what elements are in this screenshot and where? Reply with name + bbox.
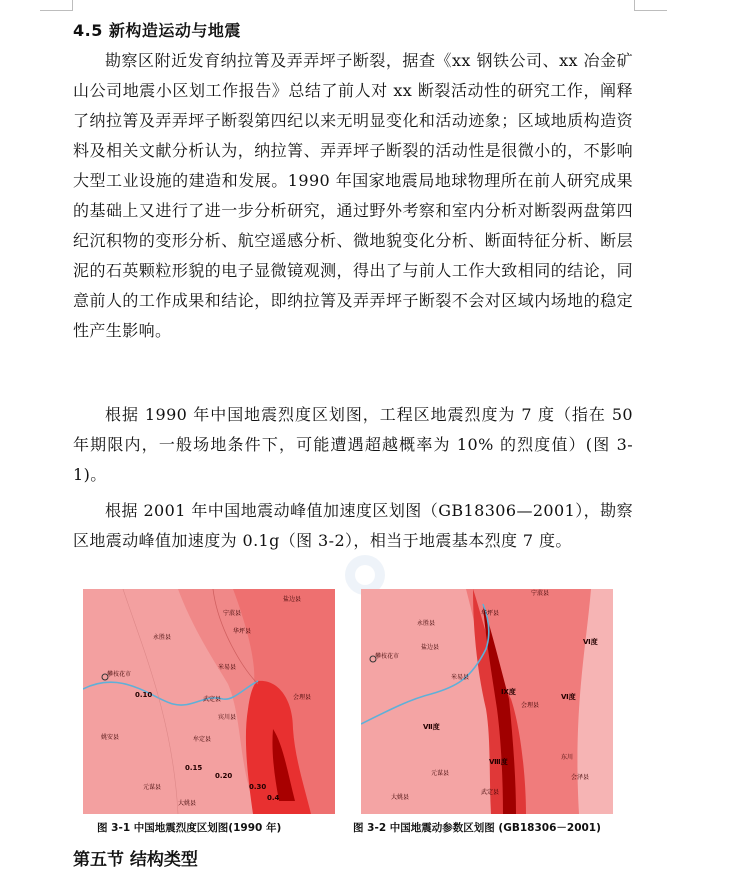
zone-value: Ⅷ度 — [489, 758, 508, 766]
place-label: 东川 — [561, 754, 574, 761]
place-label: 攀枝花市 — [107, 671, 132, 678]
crop-mark-right-v — [634, 0, 635, 10]
place-label: 会理县 — [521, 702, 540, 709]
place-label: 盐边县 — [421, 644, 440, 651]
crop-mark-left-v — [72, 0, 73, 10]
place-label: 攀枝花市 — [375, 653, 400, 660]
paragraph-fault-activity: 勘察区附近发育纳拉箐及弄弄坪子断裂，据查《xx 钢铁公司、xx 冶金矿山公司地震小区划工作报告》总结了前人对 xx 断裂活动性的研究工作，阐释了纳拉箐及弄弄坪子断裂第四纪以来无明显变化和活动迹象；区域地质构造资料及相关文献分析认为，纳拉箐、弄弄坪子断裂的活动性是很微小的，不影响大型工业设施的建造和发展。1990 年国家地震局地球物理所在前人研究成果的基础上又进行了进一步分析研究，通过野外考察和室内分析对断裂两盘第四纪沉积物的变形分析、航空遥感分析、微地貌变化分析、断面特征分析、断层泥的石英颗粒形貌的电子显微镜观测，得出了与前人工作大致相同的结论，同意前人的工作成果和结论，即纳拉箐及弄弄坪子断裂不会对区域内场地的稳定性产生影响。 — [73, 51, 633, 340]
figure-1-caption: 图 3-1 中国地震烈度区划图(1990 年) — [97, 822, 282, 834]
place-label: 元谋县 — [143, 784, 162, 791]
place-label: 永胜县 — [153, 634, 172, 641]
place-label: 盐边县 — [283, 596, 302, 603]
intensity-map-svg — [83, 589, 335, 814]
zone-value: Ⅸ度 — [501, 688, 516, 696]
zone-value: Ⅶ度 — [423, 723, 440, 731]
figure-intensity-map — [83, 589, 335, 814]
place-label: 宁蒗县 — [531, 590, 550, 597]
place-label: 永胜县 — [417, 620, 436, 627]
place-label: 会泽县 — [571, 774, 590, 781]
crop-mark-right-h — [634, 10, 667, 11]
place-label: 米易县 — [451, 674, 470, 681]
place-label: 华坪县 — [233, 628, 252, 635]
figure-parameter-map — [361, 589, 613, 814]
paragraph-acceleration: 根据 2001 年中国地震动峰值加速度区划图（GB18306—2001），勘察区地震动峰值加速度为 0.1g（图 3-2），相当于地震基本烈度 7 度。 — [73, 501, 633, 550]
section-title: 第五节 结构类型 — [73, 850, 198, 870]
place-label: 会理县 — [293, 694, 312, 701]
place-label: 宾川县 — [218, 714, 237, 721]
place-label: 武定县 — [203, 696, 222, 703]
place-label: 米易县 — [218, 664, 237, 671]
place-label: 姚安县 — [101, 734, 120, 741]
paragraph-intensity: 根据 1990 年中国地震烈度区划图，工程区地震烈度为 7 度（指在 50 年期限内，一般场地条件下，可能遭遇超越概率为 10% 的烈度值）(图 3-1)。 — [73, 405, 633, 484]
zone-value-0-10: 0.10 — [135, 691, 153, 699]
place-label: 华坪县 — [481, 610, 500, 617]
section-heading: 4.5 新构造运动与地震 — [73, 21, 241, 40]
place-label: 牟定县 — [193, 736, 212, 743]
zone-value: Ⅵ度 — [583, 638, 598, 646]
parameter-map-svg — [361, 589, 613, 814]
place-label: 武定县 — [481, 789, 500, 796]
zone-value-0-15: 0.15 — [185, 764, 203, 772]
zone-value-0-20: 0.20 — [215, 772, 233, 780]
place-label: 元谋县 — [431, 770, 450, 777]
zone-value: Ⅵ度 — [561, 693, 576, 701]
figure-2-caption: 图 3-2 中国地震动参数区划图 (GB18306－2001) — [353, 822, 601, 834]
crop-mark-left-h — [40, 10, 73, 11]
place-label: 大姚县 — [178, 800, 197, 807]
place-label: 大姚县 — [391, 794, 410, 801]
zone-value-0-4: 0.4 — [267, 794, 280, 802]
place-label: 宁蒗县 — [223, 610, 242, 617]
zone-value-0-30: 0.30 — [249, 783, 267, 791]
